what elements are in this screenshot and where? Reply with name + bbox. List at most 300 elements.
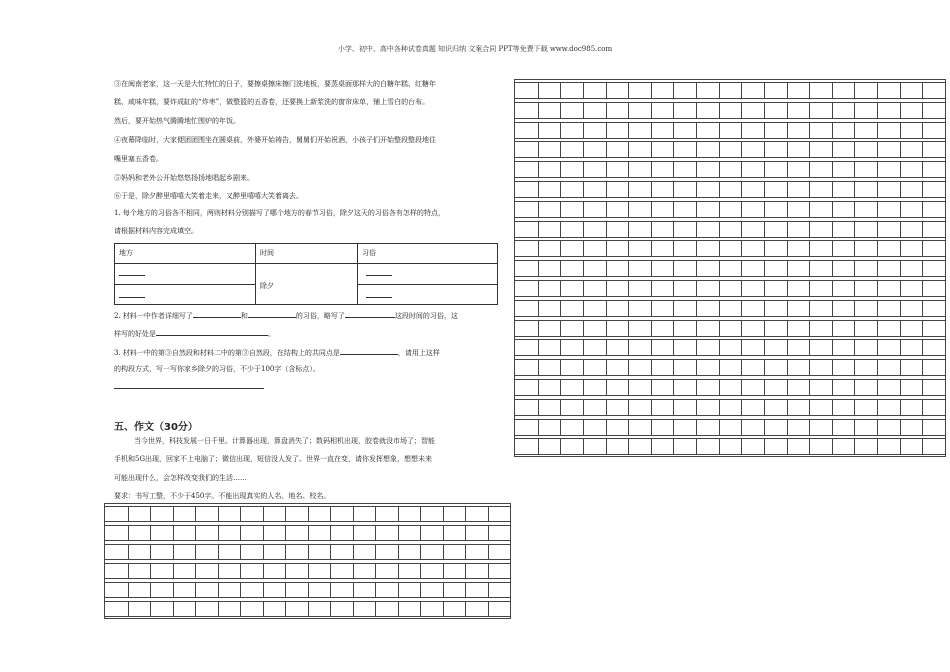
grid-cell-divider <box>832 281 833 296</box>
grid-cell-divider <box>741 222 742 237</box>
grid-cell-divider <box>877 123 878 138</box>
grid-cell-divider <box>651 400 652 415</box>
grid-cell-divider <box>854 241 855 256</box>
grid-cell-divider <box>538 261 539 276</box>
writing-grid-right[interactable] <box>514 79 946 457</box>
grid-cell-divider <box>651 222 652 237</box>
grid-cell-divider <box>538 301 539 316</box>
grid-cell-divider <box>606 103 607 118</box>
grid-cell-divider <box>583 340 584 355</box>
grid-cell-divider <box>285 507 286 521</box>
grid-cell-divider <box>240 526 241 540</box>
grid-cell-divider <box>877 380 878 395</box>
grid-cell-divider <box>809 380 810 395</box>
blank-place-1[interactable] <box>119 275 145 276</box>
grid-row[interactable] <box>515 379 945 396</box>
grid-cell-divider <box>877 420 878 435</box>
grid-cell-divider <box>719 241 720 256</box>
grid-cell-divider <box>764 340 765 355</box>
grid-cell-divider <box>696 321 697 336</box>
grid-cell-divider <box>218 602 219 616</box>
grid-row[interactable] <box>105 506 510 522</box>
grid-cell-divider <box>606 439 607 454</box>
grid-cell-divider <box>832 340 833 355</box>
q2-blank-2[interactable] <box>248 310 296 318</box>
grid-cell-divider <box>764 182 765 197</box>
grid-cell-divider <box>651 420 652 435</box>
grid-cell-divider <box>583 400 584 415</box>
grid-row[interactable] <box>105 601 510 617</box>
grid-cell-divider <box>538 340 539 355</box>
grid-cell-divider <box>285 545 286 559</box>
grid-cell-divider <box>583 123 584 138</box>
q2-text: 2. 材料一中作者详细写了 <box>114 312 193 320</box>
grid-cell-divider <box>628 360 629 375</box>
grid-cell-divider <box>628 123 629 138</box>
grid-cell-divider <box>719 340 720 355</box>
grid-cell-divider <box>606 420 607 435</box>
grid-cell-divider <box>673 360 674 375</box>
grid-cell-divider <box>854 222 855 237</box>
grid-cell-divider <box>263 507 264 521</box>
grid-cell-divider <box>719 281 720 296</box>
grid-cell-divider <box>741 281 742 296</box>
grid-cell-divider <box>900 420 901 435</box>
grid-cell-divider <box>583 162 584 177</box>
grid-cell-divider <box>353 545 354 559</box>
grid-cell-divider <box>538 360 539 375</box>
grid-cell-divider <box>651 340 652 355</box>
grid-cell-divider <box>606 380 607 395</box>
grid-cell-divider <box>240 545 241 559</box>
q3-text: 3. 材料一中的第③自然段和材料二中的第③自然段，在结构上的共同点是 <box>114 349 340 357</box>
grid-cell-divider <box>651 142 652 157</box>
grid-cell-divider <box>922 321 923 336</box>
grid-cell-divider <box>922 142 923 157</box>
blank-custom-1[interactable] <box>366 275 392 276</box>
grid-cell-divider <box>628 261 629 276</box>
grid-cell-divider <box>854 380 855 395</box>
grid-cell-divider <box>583 103 584 118</box>
material-line: 然后，要开始热气腾腾地忙围炉的年饭。 <box>114 117 240 125</box>
grid-cell-divider <box>465 526 466 540</box>
grid-cell-divider <box>150 583 151 597</box>
grid-cell-divider <box>696 439 697 454</box>
grid-cell-divider <box>218 583 219 597</box>
grid-cell-divider <box>922 103 923 118</box>
question-2-line <box>114 328 275 339</box>
grid-cell-divider <box>922 380 923 395</box>
grid-cell-divider <box>606 261 607 276</box>
blank-custom-2[interactable] <box>366 297 392 298</box>
grid-cell-divider <box>673 123 674 138</box>
grid-cell-divider <box>696 301 697 316</box>
grid-cell-divider <box>900 340 901 355</box>
grid-cell-divider <box>560 222 561 237</box>
grid-cell-divider <box>628 202 629 217</box>
grid-cell-divider <box>420 507 421 521</box>
grid-cell-divider <box>764 162 765 177</box>
grid-cell-divider <box>809 360 810 375</box>
grid-cell-divider <box>628 103 629 118</box>
grid-cell-divider <box>719 83 720 98</box>
grid-cell-divider <box>787 439 788 454</box>
grid-cell-divider <box>832 103 833 118</box>
grid-cell-divider <box>353 507 354 521</box>
grid-row[interactable] <box>515 122 945 139</box>
grid-cell-divider <box>877 241 878 256</box>
grid-cell-divider <box>741 380 742 395</box>
grid-cell-divider <box>628 400 629 415</box>
grid-cell-divider <box>719 202 720 217</box>
grid-cell-divider <box>741 360 742 375</box>
grid-cell-divider <box>218 526 219 540</box>
grid-cell-divider <box>741 321 742 336</box>
grid-cell-divider <box>787 321 788 336</box>
table-header-custom: 习俗 <box>362 249 376 257</box>
grid-cell-divider <box>285 564 286 578</box>
grid-cell-divider <box>606 162 607 177</box>
grid-cell-divider <box>218 507 219 521</box>
grid-cell-divider <box>420 526 421 540</box>
grid-cell-divider <box>741 103 742 118</box>
grid-cell-divider <box>195 602 196 616</box>
grid-cell-divider <box>375 583 376 597</box>
grid-cell-divider <box>128 507 129 521</box>
grid-row[interactable] <box>515 161 945 178</box>
grid-cell-divider <box>628 241 629 256</box>
grid-cell-divider <box>606 142 607 157</box>
grid-cell-divider <box>787 281 788 296</box>
grid-cell-divider <box>922 301 923 316</box>
grid-cell-divider <box>809 103 810 118</box>
grid-cell-divider <box>628 321 629 336</box>
grid-row[interactable] <box>515 181 945 198</box>
grid-cell-divider <box>488 602 489 616</box>
grid-cell-divider <box>809 162 810 177</box>
grid-cell-divider <box>606 222 607 237</box>
grid-cell-divider <box>900 182 901 197</box>
question-1-line: 请根据材料内容完成填空。 <box>114 227 198 235</box>
grid-cell-divider <box>696 360 697 375</box>
grid-cell-divider <box>443 545 444 559</box>
grid-cell-divider <box>719 162 720 177</box>
grid-cell-divider <box>651 321 652 336</box>
grid-cell-divider <box>809 340 810 355</box>
grid-row[interactable] <box>515 280 945 297</box>
grid-cell-divider <box>606 400 607 415</box>
grid-cell-divider <box>651 360 652 375</box>
grid-cell-divider <box>877 301 878 316</box>
grid-cell-divider <box>764 123 765 138</box>
grid-cell-divider <box>560 202 561 217</box>
grid-cell-divider <box>560 360 561 375</box>
q2-text: 的习俗，略写了 <box>295 312 345 320</box>
grid-cell-divider <box>195 545 196 559</box>
blank-place-2[interactable] <box>119 297 145 298</box>
grid-cell-divider <box>583 241 584 256</box>
grid-row[interactable] <box>515 359 945 376</box>
grid-cell-divider <box>922 182 923 197</box>
grid-cell-divider <box>628 182 629 197</box>
grid-row[interactable] <box>515 201 945 218</box>
grid-cell-divider <box>538 439 539 454</box>
grid-cell-divider <box>900 222 901 237</box>
composition-prompt-line: 当今世界，科技发展一日千里。计算器出现，算盘消失了；数码相机出现，胶卷就没市场了；智能 <box>134 437 435 445</box>
q3-blank[interactable] <box>340 347 398 355</box>
grid-cell-divider <box>538 123 539 138</box>
grid-cell-divider <box>606 301 607 316</box>
grid-cell-divider <box>741 261 742 276</box>
grid-cell-divider <box>628 439 629 454</box>
grid-cell-divider <box>443 507 444 521</box>
grid-cell-divider <box>150 545 151 559</box>
page-header: 小学、初中、高中各种试卷真题 知识归纳 文案合同 PPT等免费下载 www.doc985.com <box>337 45 613 53</box>
grid-cell-divider <box>877 83 878 98</box>
grid-cell-divider <box>538 162 539 177</box>
grid-cell-divider <box>673 321 674 336</box>
grid-cell-divider <box>673 420 674 435</box>
grid-cell-divider <box>583 261 584 276</box>
grid-cell-divider <box>696 83 697 98</box>
grid-cell-divider <box>560 103 561 118</box>
grid-cell-divider <box>628 340 629 355</box>
grid-cell-divider <box>195 526 196 540</box>
grid-cell-divider <box>787 162 788 177</box>
grid-cell-divider <box>741 340 742 355</box>
grid-cell-divider <box>538 281 539 296</box>
grid-row[interactable] <box>515 399 945 416</box>
grid-cell-divider <box>696 162 697 177</box>
grid-cell-divider <box>628 420 629 435</box>
grid-cell-divider <box>560 340 561 355</box>
grid-cell-divider <box>398 545 399 559</box>
grid-cell-divider <box>809 439 810 454</box>
grid-cell-divider <box>696 142 697 157</box>
grid-cell-divider <box>832 241 833 256</box>
grid-cell-divider <box>832 123 833 138</box>
grid-row[interactable] <box>105 563 510 579</box>
grid-row[interactable] <box>515 141 945 158</box>
grid-cell-divider <box>696 182 697 197</box>
grid-cell-divider <box>719 182 720 197</box>
grid-cell-divider <box>606 241 607 256</box>
section-title: 五、作文（30分） <box>114 422 198 433</box>
grid-cell-divider <box>854 162 855 177</box>
table-header-place: 地方 <box>119 249 133 257</box>
q2-blank-3[interactable] <box>345 310 395 318</box>
grid-row[interactable] <box>105 525 510 541</box>
grid-cell-divider <box>195 583 196 597</box>
grid-cell-divider <box>696 281 697 296</box>
grid-cell-divider <box>741 162 742 177</box>
grid-cell-divider <box>832 83 833 98</box>
grid-row[interactable] <box>515 221 945 238</box>
grid-cell-divider <box>809 202 810 217</box>
grid-cell-divider <box>922 340 923 355</box>
grid-cell-divider <box>285 526 286 540</box>
grid-cell-divider <box>673 301 674 316</box>
grid-cell-divider <box>673 400 674 415</box>
q3-text: ，请用上这样 <box>397 349 440 357</box>
grid-cell-divider <box>719 321 720 336</box>
grid-cell-divider <box>741 83 742 98</box>
grid-row[interactable] <box>515 82 945 99</box>
grid-cell-divider <box>809 301 810 316</box>
grid-cell-divider <box>398 564 399 578</box>
grid-cell-divider <box>877 360 878 375</box>
grid-row[interactable] <box>105 582 510 598</box>
grid-cell-divider <box>606 340 607 355</box>
grid-cell-divider <box>195 507 196 521</box>
grid-cell-divider <box>673 83 674 98</box>
table-time-value: 除夕 <box>260 282 274 290</box>
grid-cell-divider <box>583 281 584 296</box>
grid-cell-divider <box>764 380 765 395</box>
grid-cell-divider <box>651 123 652 138</box>
grid-cell-divider <box>900 400 901 415</box>
grid-cell-divider <box>764 241 765 256</box>
grid-cell-divider <box>764 103 765 118</box>
grid-cell-divider <box>854 420 855 435</box>
grid-cell-divider <box>719 380 720 395</box>
grid-cell-divider <box>173 564 174 578</box>
grid-cell-divider <box>673 202 674 217</box>
grid-cell-divider <box>651 281 652 296</box>
grid-cell-divider <box>877 439 878 454</box>
grid-cell-divider <box>854 321 855 336</box>
grid-cell-divider <box>538 103 539 118</box>
grid-cell-divider <box>330 545 331 559</box>
grid-cell-divider <box>673 222 674 237</box>
grid-cell-divider <box>741 400 742 415</box>
grid-cell-divider <box>854 439 855 454</box>
grid-cell-divider <box>741 241 742 256</box>
grid-cell-divider <box>832 142 833 157</box>
grid-cell-divider <box>353 564 354 578</box>
grid-row[interactable] <box>515 339 945 356</box>
grid-cell-divider <box>787 241 788 256</box>
grid-cell-divider <box>465 564 466 578</box>
grid-cell-divider <box>900 123 901 138</box>
grid-cell-divider <box>719 222 720 237</box>
grid-cell-divider <box>673 439 674 454</box>
grid-cell-divider <box>877 400 878 415</box>
grid-cell-divider <box>560 162 561 177</box>
grid-cell-divider <box>764 281 765 296</box>
grid-cell-divider <box>420 545 421 559</box>
grid-cell-divider <box>150 507 151 521</box>
grid-cell-divider <box>538 380 539 395</box>
grid-cell-divider <box>606 321 607 336</box>
grid-cell-divider <box>538 400 539 415</box>
grid-cell-divider <box>877 202 878 217</box>
grid-cell-divider <box>651 202 652 217</box>
grid-cell-divider <box>538 83 539 98</box>
grid-cell-divider <box>832 261 833 276</box>
grid-row[interactable] <box>515 438 945 455</box>
grid-row[interactable] <box>515 260 945 277</box>
grid-cell-divider <box>673 340 674 355</box>
grid-cell-divider <box>673 162 674 177</box>
writing-grid-left[interactable] <box>104 503 511 619</box>
q3-answer-line[interactable] <box>114 388 264 389</box>
grid-cell-divider <box>240 602 241 616</box>
grid-cell-divider <box>420 602 421 616</box>
question-2-line <box>114 310 458 321</box>
grid-cell-divider <box>787 420 788 435</box>
q2-blank-4[interactable] <box>156 328 268 336</box>
grid-cell-divider <box>877 182 878 197</box>
grid-row[interactable] <box>515 419 945 436</box>
grid-cell-divider <box>560 83 561 98</box>
grid-cell-divider <box>922 83 923 98</box>
grid-cell-divider <box>263 545 264 559</box>
grid-cell-divider <box>900 142 901 157</box>
grid-cell-divider <box>832 380 833 395</box>
grid-row[interactable] <box>515 320 945 337</box>
material-line: ⑤妈妈和老外公开始悠悠扬扬地唱起乡剧来。 <box>114 174 254 182</box>
grid-cell-divider <box>922 241 923 256</box>
grid-row[interactable] <box>105 544 510 560</box>
grid-cell-divider <box>673 142 674 157</box>
grid-cell-divider <box>488 583 489 597</box>
grid-cell-divider <box>922 420 923 435</box>
grid-row[interactable] <box>515 300 945 317</box>
grid-cell-divider <box>719 360 720 375</box>
grid-cell-divider <box>375 526 376 540</box>
grid-cell-divider <box>583 360 584 375</box>
grid-cell-divider <box>263 526 264 540</box>
grid-cell-divider <box>809 83 810 98</box>
grid-cell-divider <box>832 420 833 435</box>
grid-cell-divider <box>583 83 584 98</box>
grid-cell-divider <box>308 507 309 521</box>
grid-cell-divider <box>764 301 765 316</box>
grid-cell-divider <box>719 301 720 316</box>
q2-text: 。 <box>268 330 275 338</box>
grid-cell-divider <box>583 142 584 157</box>
q2-blank-1[interactable] <box>193 310 241 318</box>
grid-cell-divider <box>877 281 878 296</box>
grid-cell-divider <box>173 526 174 540</box>
grid-cell-divider <box>263 564 264 578</box>
grid-cell-divider <box>719 123 720 138</box>
grid-cell-divider <box>832 162 833 177</box>
grid-cell-divider <box>900 103 901 118</box>
grid-cell-divider <box>560 420 561 435</box>
grid-cell-divider <box>285 583 286 597</box>
grid-cell-divider <box>651 182 652 197</box>
material-line: ④夜幕降临时，大家便团团围坐在圆桌前，外婆开始祷告，舅舅们开始祝酒，小孩子们开始整段整段地往 <box>114 136 436 144</box>
grid-cell-divider <box>398 602 399 616</box>
grid-cell-divider <box>787 142 788 157</box>
grid-row[interactable] <box>515 102 945 119</box>
grid-cell-divider <box>651 301 652 316</box>
grid-cell-divider <box>922 400 923 415</box>
grid-cell-divider <box>696 340 697 355</box>
grid-row[interactable] <box>515 240 945 257</box>
grid-cell-divider <box>628 142 629 157</box>
grid-cell-divider <box>696 241 697 256</box>
grid-cell-divider <box>330 526 331 540</box>
grid-cell-divider <box>583 321 584 336</box>
grid-cell-divider <box>606 281 607 296</box>
grid-cell-divider <box>900 83 901 98</box>
grid-cell-divider <box>741 123 742 138</box>
grid-cell-divider <box>764 439 765 454</box>
grid-cell-divider <box>854 301 855 316</box>
